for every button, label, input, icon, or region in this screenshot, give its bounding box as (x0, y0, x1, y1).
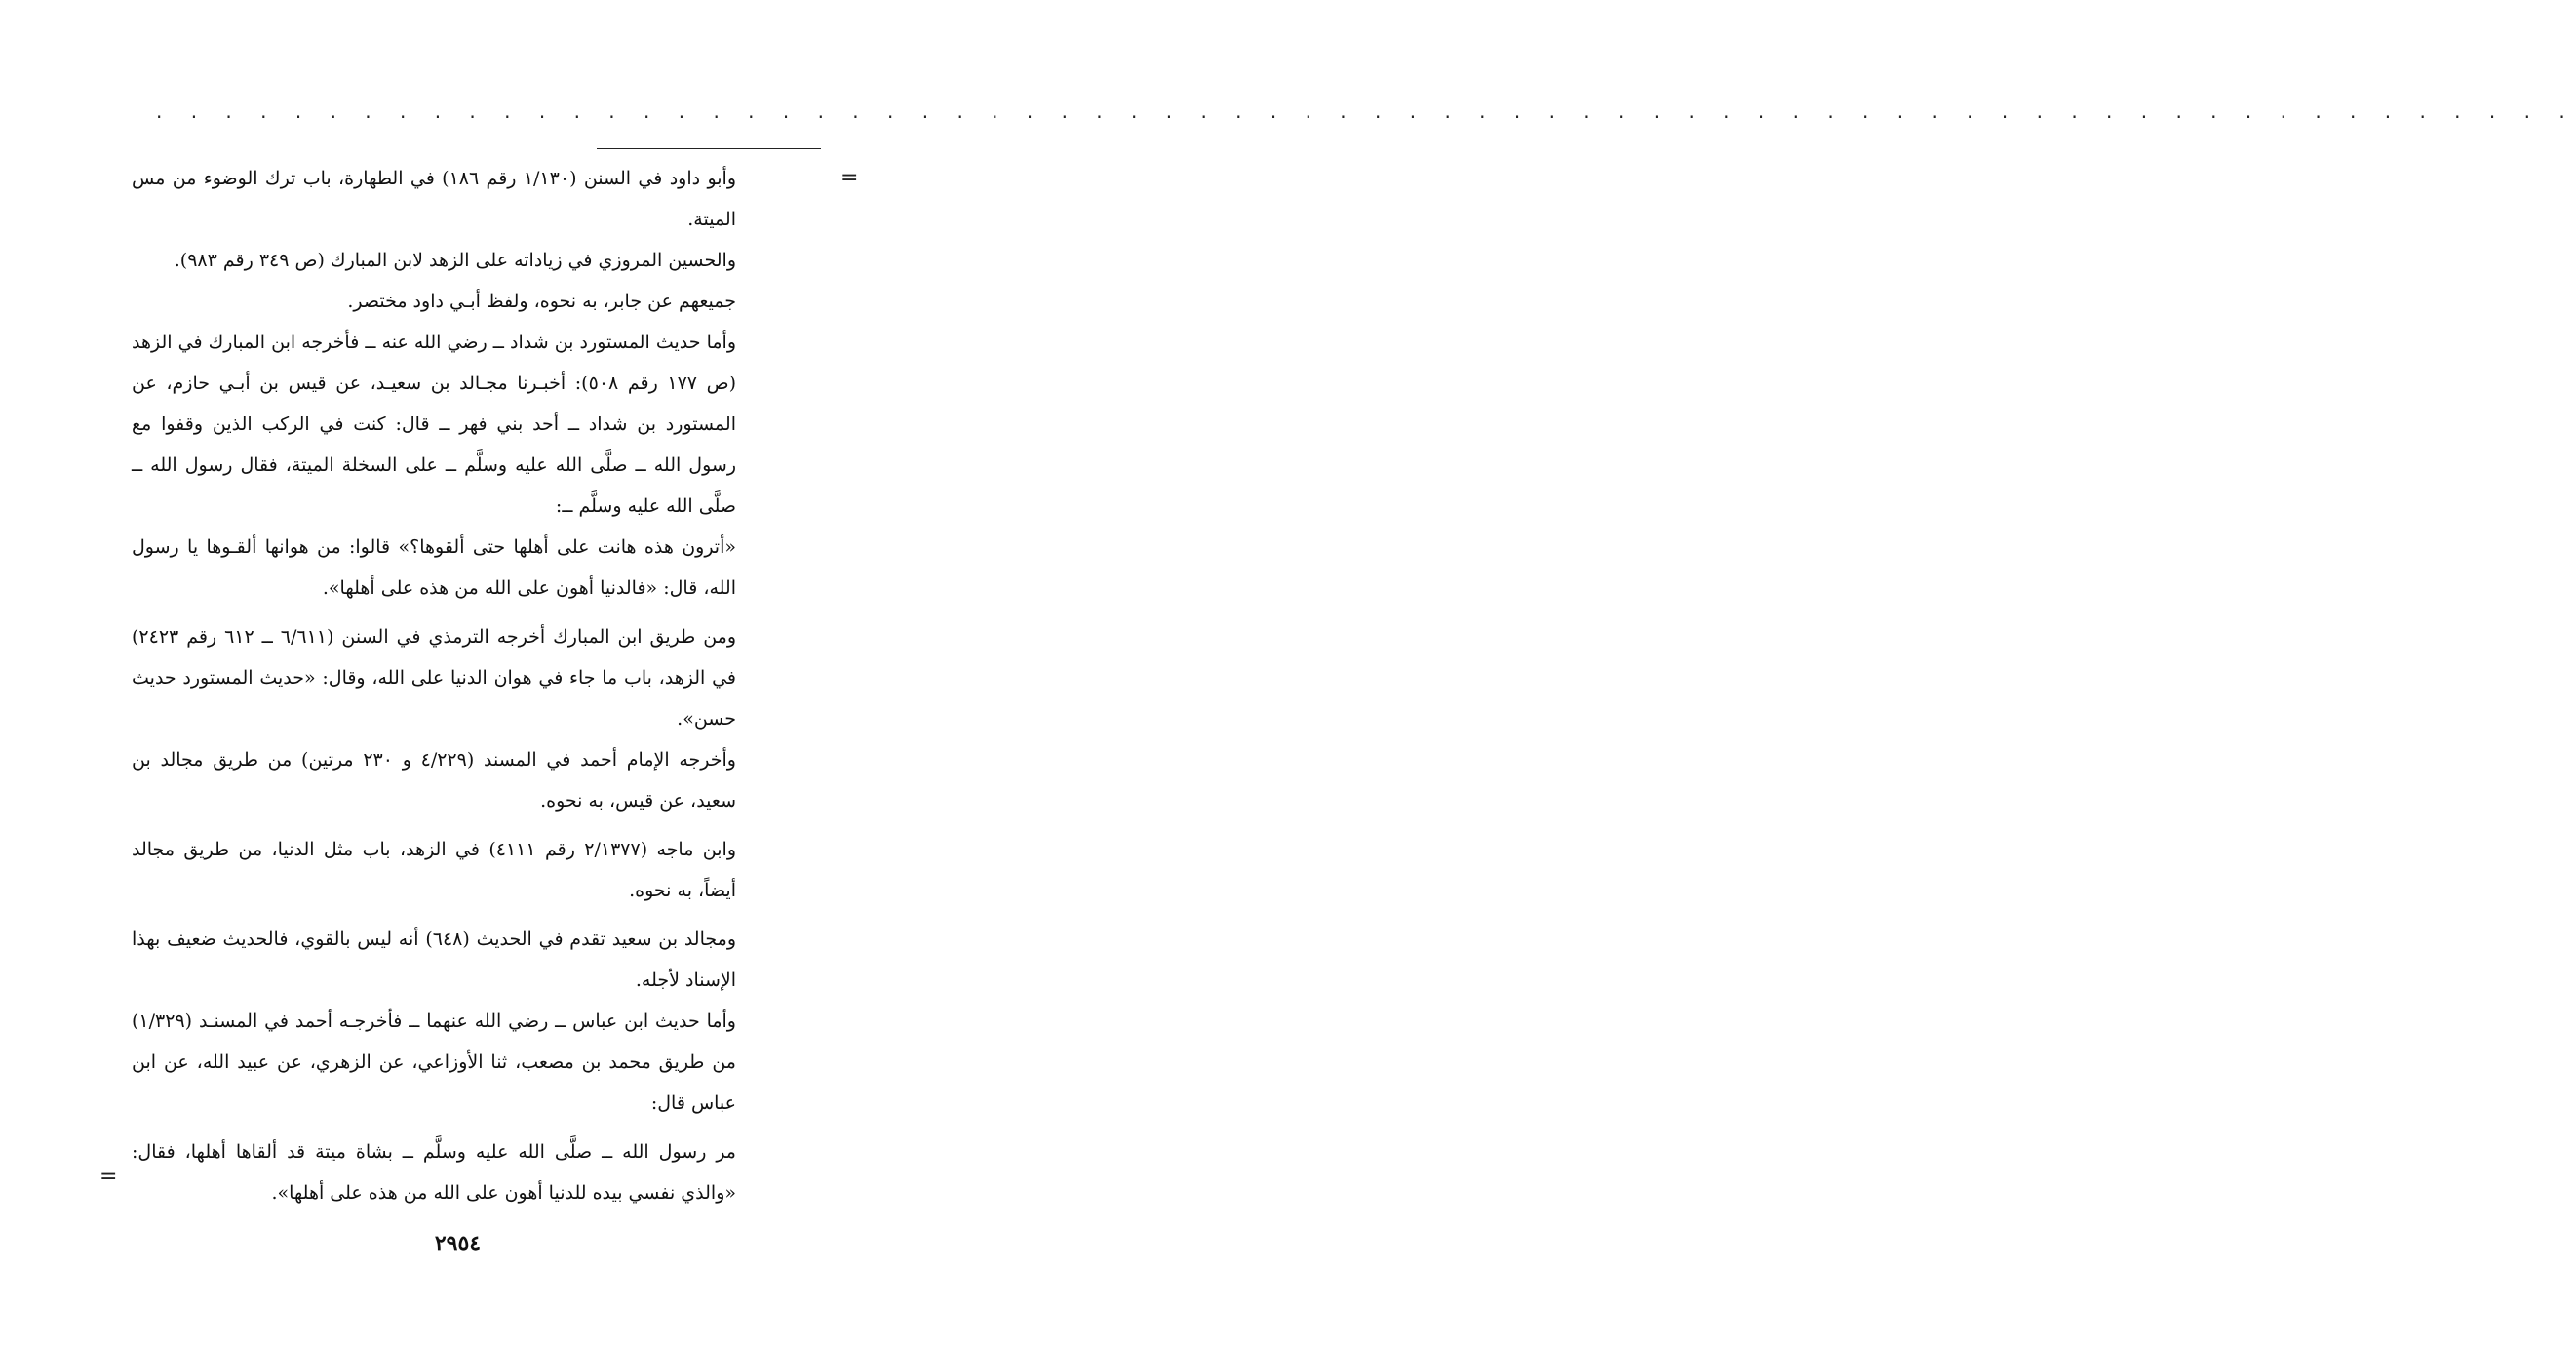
paragraph-quote-dunya: «أترون هذه هانت على أهلها حتى ألقوها؟» قالوا: من هوانها ألقـوها يا رسول الله، قال: «فالدنيا أهون على الله من هذه على أهلها». (132, 536, 736, 599)
paragraph-ahmad-musnad: وأخرجه الإمام أحمد في المسند (٤/٢٢٩ و ٢٣٠ مرتين) من طريق مجالد بن سعيد، عن قيس، به نحوه. (132, 749, 736, 812)
dotted-separator: . . . . . . . . . . . . . . . . . . . . . . . . . . . . . . . . . . . . . . . . . . . . . . . . . . . . . . . . . . . . . . . . . . . . . . (156, 99, 2576, 123)
paragraph-ibn-majah: وابن ماجه (٢/١٣٧٧ رقم ٤١١١) في الزهد، باب مثل الدنيا، من طريق مجالد أيضاً، به نحوه. (132, 839, 736, 901)
paragraph-marwazi: والحسين المروزي في زياداته على الزهد لابن المبارك (ص ٣٤٩ رقم ٩٨٣). (174, 250, 736, 271)
continuation-marker-top: = (840, 166, 859, 190)
paragraph-ibn-abbas-hadith: وأما حديث ابن عباس ــ رضي الله عنهما ــ فأخرجـه أحمد في المسنـد (١/٣٢٩) من طريق محمد بن مصعب، ثنا الأوزاعي، عن الزهري، عن عبيد الله، عن ابن عباس قال: (132, 1010, 736, 1114)
footnote-body (132, 158, 736, 1213)
paragraph-mujalid-grading: ومجالد بن سعيد تقدم في الحديث (٦٤٨) أنه ليس بالقوي، فالحديث ضعيف بهذا الإسناد لأجله. (132, 929, 736, 991)
paragraph-mustawrid-hadith: وأما حديث المستورد بن شداد ــ رضي الله عنه ــ فأخرجه ابن المبارك في الزهد (ص ١٧٧ رقم ٥٠٨): أخبـرنا مجـالد بن سعيـد، عن قيس بن أبـي حازم، عن المستورد بن شداد ــ أحد بني فهر ــ قال: كنت في الركب الذين وقفوا مع رسول الله ــ صلَّى الله عليه وسلَّم ــ على السخلة الميتة، فقال رسول الله ــ صلَّى الله عليه وسلَّم ــ: (132, 332, 736, 517)
paragraph-tirmidhi: ومن طريق ابن المبارك أخرجه الترمذي في السنن (٦/٦١١ ــ ٦١٢ رقم ٢٤٢٣) في الزهد، باب ما جاء في هوان الدنيا على الله، وقال: «حديث المستورد حديث حسن». (132, 626, 737, 730)
paragraph-jabir-summary: جميعهم عن جابر، به نحوه، ولفظ أبـي داود مختصر. (347, 291, 736, 312)
footnote-rule (597, 148, 821, 149)
continuation-marker-bottom: = (99, 1165, 118, 1189)
page-number: ٢٩٥٤ (434, 1231, 482, 1256)
paragraph-abu-dawud: وأبو داود في السنن (١/١٣٠ رقم ١٨٦) في الطهارة، باب ترك الوضوء من مس الميتة. (132, 168, 737, 230)
paragraph-ibn-abbas-quote: مر رسول الله ــ صلَّى الله عليه وسلَّم ــ بشاة ميتة قد ألقاها أهلها، فقال: «والذي نفسي بيده للدنيا أهون على الله من هذه على أهلها». (132, 1141, 736, 1204)
